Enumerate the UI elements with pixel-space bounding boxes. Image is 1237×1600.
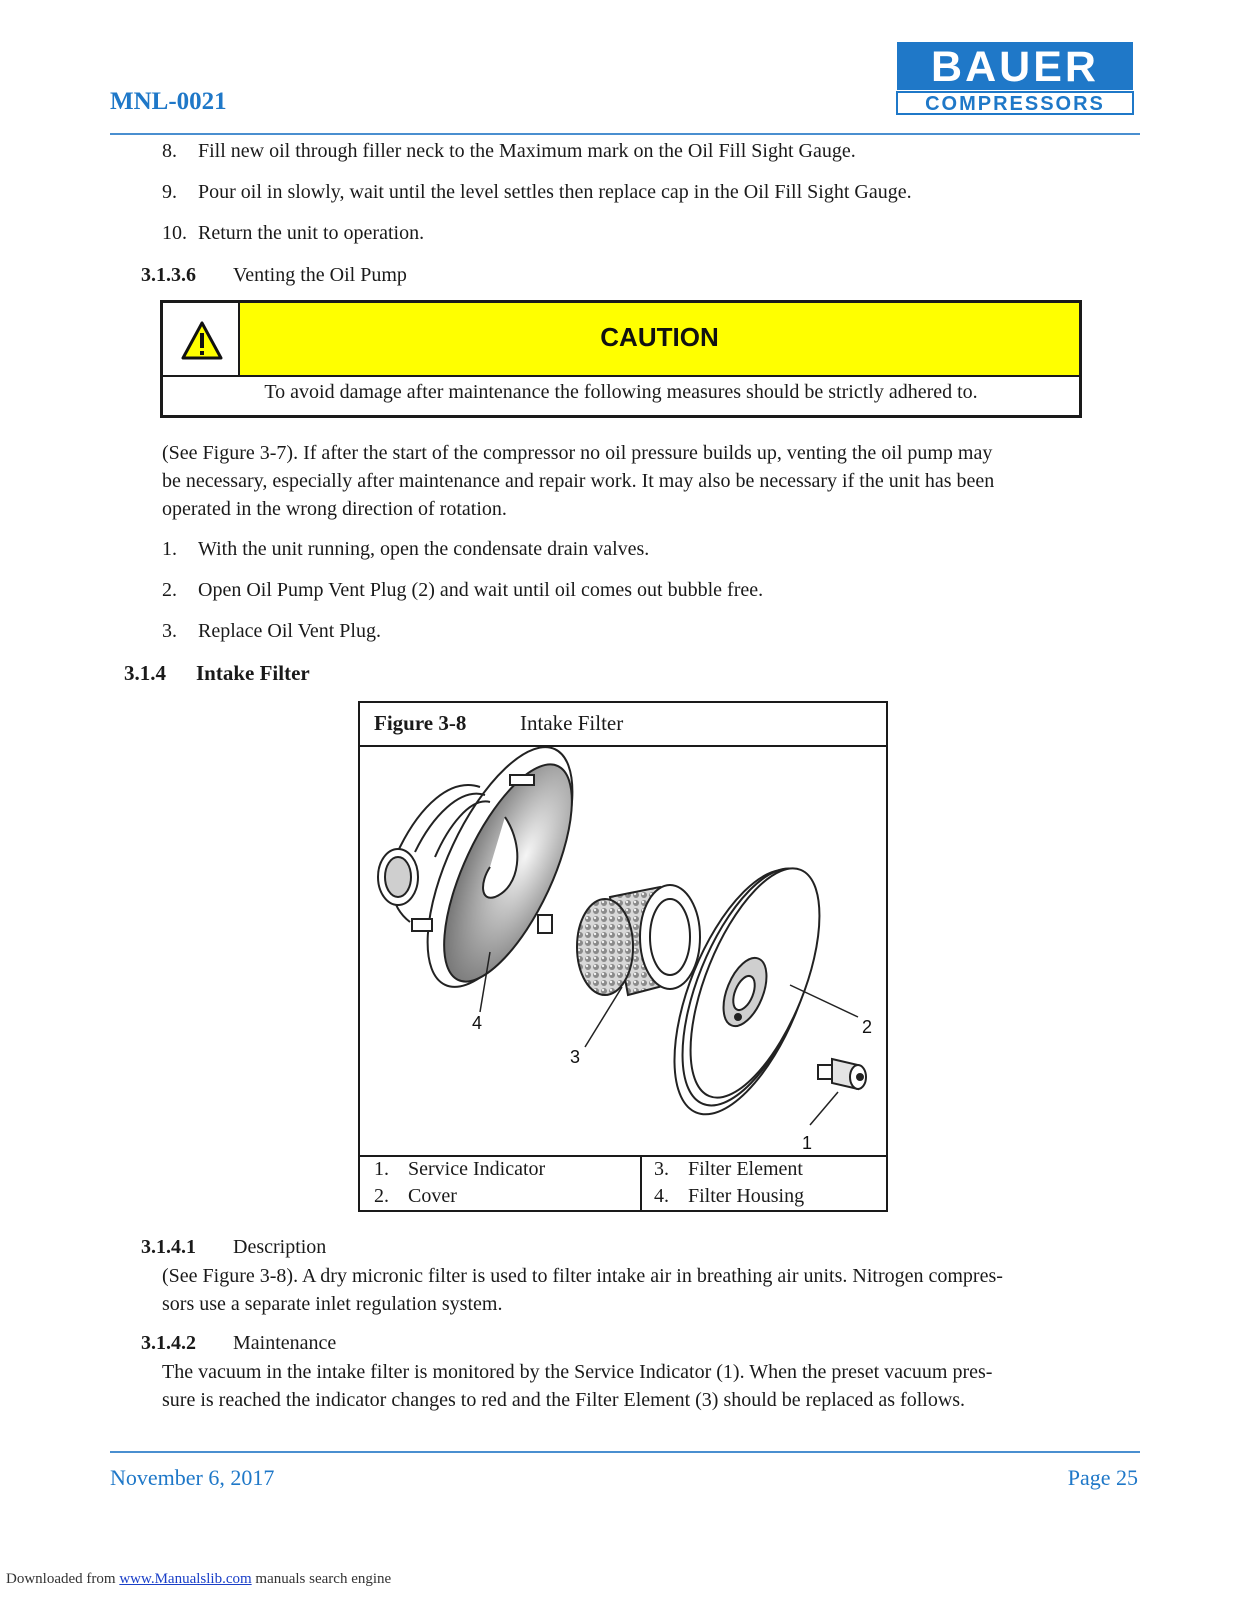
venting-paragraph: (See Figure 3-7). If after the start of the compressor no oil pressure builds up, venting the oil pump may be necessary, especially after maintenance and repair work. It may also be necessary if the unit has been operated in the wrong direction of rotation.: [162, 442, 995, 520]
legend-item-4: 4. Filter Housing: [654, 1185, 805, 1207]
manualslib-link[interactable]: www.Manualslib.com: [119, 1571, 252, 1587]
step-10: 10. Return the unit to operation.: [162, 222, 425, 244]
venting-step-1: 1. With the unit running, open the condensate drain valves.: [162, 538, 650, 560]
download-notice: Downloaded from www.Manualslib.com manuals search engine: [6, 1571, 392, 1587]
legend-item-2: 2. Cover: [374, 1185, 457, 1207]
figure-3-8: [358, 701, 888, 1212]
section-heading-3136: 3.1.3.6 Venting the Oil Pump: [141, 264, 407, 286]
bauer-logo: [891, 36, 1139, 118]
footer-date: November 6, 2017: [110, 1465, 275, 1490]
callout-4: 4: [472, 1013, 483, 1033]
step-9: 9. Pour oil in slowly, wait until the level settles then replace cap in the Oil Fill Sight Gauge.: [162, 181, 912, 203]
caution-text: To avoid damage after maintenance the following measures should be strictly adhered to.: [264, 381, 978, 403]
footer-page: Page 25: [1067, 1465, 1138, 1490]
venting-step-3: 3. Replace Oil Vent Plug.: [162, 620, 381, 642]
logo-line1: BAUER: [931, 43, 1099, 91]
section-heading-3142: 3.1.4.2 Maintenance: [141, 1332, 337, 1354]
footer-rule: [110, 1451, 1140, 1453]
filter-housing-drawing: [378, 747, 602, 1007]
venting-step-2: 2. Open Oil Pump Vent Plug (2) and wait until oil comes out bubble free.: [162, 579, 764, 601]
intake-filter-illustration: [360, 747, 886, 1155]
caution-box: [160, 300, 1082, 418]
callout-3: 3: [570, 1047, 581, 1067]
legend-item-3: 3. Filter Element: [654, 1158, 803, 1180]
section-heading-314: 3.1.4 Intake Filter: [124, 661, 310, 685]
logo-line2: COMPRESSORS: [925, 93, 1105, 115]
callout-1: 1: [802, 1133, 813, 1153]
warning-triangle-icon: [163, 303, 238, 375]
header-rule: [110, 133, 1140, 135]
legend-item-1: 1. Service Indicator: [374, 1158, 546, 1180]
service-indicator-drawing: [818, 1059, 866, 1089]
document-id: MNL-0021: [110, 88, 227, 115]
caution-title: CAUTION: [600, 322, 719, 352]
figure-label: Figure 3-8: [374, 711, 467, 735]
section-heading-3141: 3.1.4.1 Description: [141, 1236, 327, 1258]
description-paragraph: (See Figure 3-8). A dry micronic filter is used to filter intake air in breathing air units. Nitrogen compres- sors use a separate inlet regulation system.: [162, 1265, 1003, 1315]
filter-element-drawing: [577, 885, 700, 995]
callout-2: 2: [862, 1017, 873, 1037]
step-8: 8. Fill new oil through filler neck to the Maximum mark on the Oil Fill Sight Gauge.: [162, 140, 856, 162]
figure-title: Intake Filter: [520, 711, 624, 735]
maintenance-paragraph: The vacuum in the intake filter is monitored by the Service Indicator (1). When the preset vacuum pres- sure is reached the indicator changes to red and the Filter Element (3) should be replaced as follows.: [162, 1361, 993, 1411]
figure-legend: [360, 1155, 886, 1212]
